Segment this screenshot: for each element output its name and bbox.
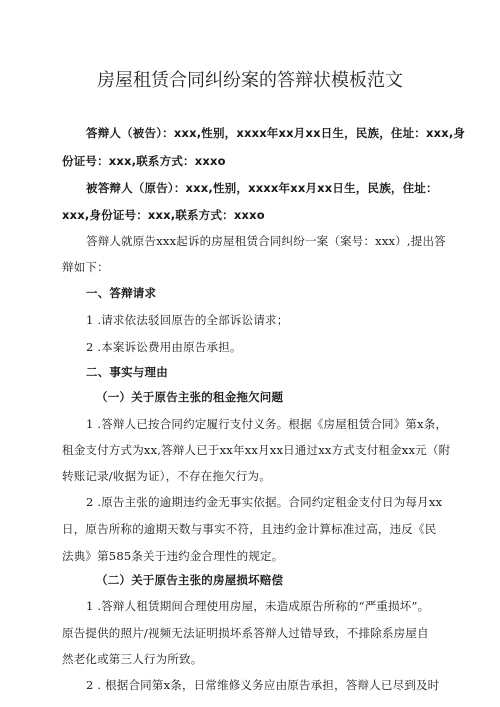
damage-point-1-line-2: 原告提供的照片/视频无法证明损坏系答辩人过错导致，不排除系房屋自: [62, 626, 429, 640]
damage-point-2-line-1: 2 . 根据合同第x条，日常维修义务应由原告承担，答辩人已尽到及时: [86, 678, 440, 692]
request-item-1: 1 .请求依法驳回原告的全部诉讼请求；: [86, 313, 289, 327]
defendant-line-1: 答辩人（被告）：xxx,性别，xxxx年xx月xx日生，民族，住址：xxx,身: [86, 126, 466, 140]
rent-point-1-line-1: 1 .答辩人已按合同约定履行支付义务。根据《房屋租赁合同》第x条，: [86, 417, 448, 431]
rent-point-1-line-2: 租金支付方式为xx,答辩人已于xx年xx月xx日通过xx方式支付租金xx元（附: [62, 443, 451, 457]
damage-point-1-line-1: 1 .答辩人租赁期间合理使用房屋，未造成原告所称的“严重损坏”。: [86, 599, 430, 613]
rent-point-2-line-3: 法典》第585条关于违约金合理性的规定。: [62, 549, 284, 563]
intro-line-1: 答辩人就原告xxx起诉的房屋租赁合同纠纷一案（案号：xxx）,提出答: [86, 234, 446, 248]
rent-point-1-line-3: 转账记录/收据为证），不存在拖欠行为。: [62, 469, 271, 483]
plaintiff-line-2: xxx,身份证号：xxx,联系方式：xxxo: [62, 208, 265, 222]
section-heading-facts: 二、事实与理由: [86, 365, 168, 379]
section-heading-requests: 一、答辩请求: [86, 286, 157, 300]
subsection-heading-damage: （二）关于原告主张的房屋损坏赔偿: [96, 573, 284, 587]
document-title: 房屋租赁合同纠纷案的答辩状模板范文: [97, 70, 403, 91]
damage-point-1-line-3: 然老化或第三人行为所致。: [62, 652, 203, 666]
rent-point-2-line-1: 2 .原告主张的逾期违约金无事实依据。合同约定租金支付日为每月xx: [86, 495, 443, 509]
rent-point-2-line-2: 日，原告所称的逾期天数与事实不符，且违约金计算标准过高，违反《民: [62, 522, 437, 536]
intro-line-2: 辩如下：: [62, 260, 109, 274]
request-item-2: 2 .本案诉讼费用由原告承担。: [86, 340, 242, 354]
plaintiff-line-1: 被答辩人（原告）：xxx,性别，xxxx年xx月xx日生，民族，住址：: [86, 181, 438, 195]
defendant-line-2: 份证号：xxx,联系方式：xxxo: [62, 154, 226, 168]
subsection-heading-rent: （一）关于原告主张的租金拖欠问题: [96, 390, 284, 404]
